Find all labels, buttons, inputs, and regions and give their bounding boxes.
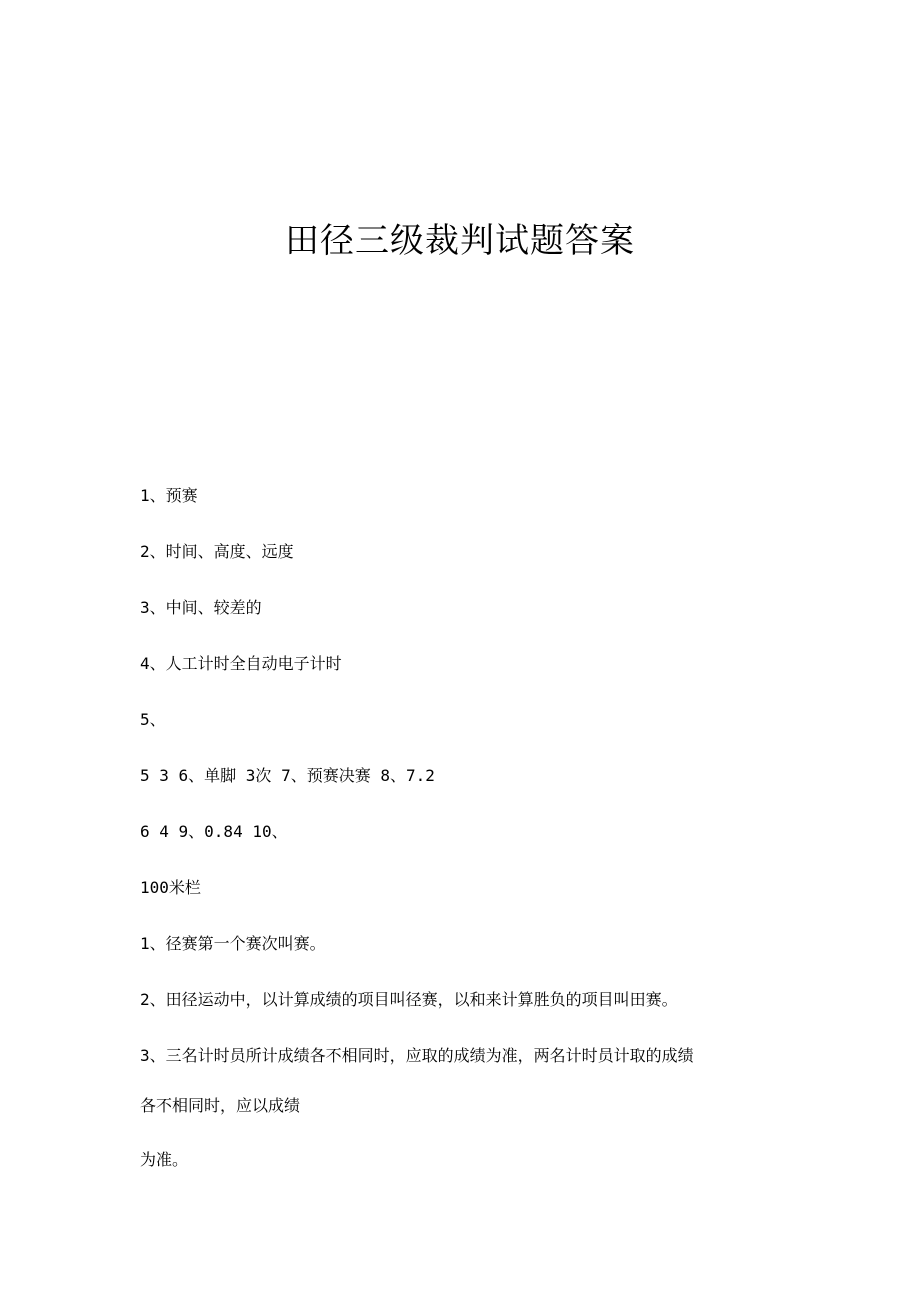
answer-line: 2、时间、高度、远度 bbox=[140, 542, 294, 561]
answer-line: 5、 bbox=[140, 710, 166, 729]
question-line: 2、田径运动中，以计算成绩的项目叫径赛，以和来计算胜负的项目叫田赛。 bbox=[140, 990, 678, 1009]
document-title: 田径三级裁判试题答案 bbox=[285, 221, 635, 261]
answer-line: 3、中间、较差的 bbox=[140, 598, 262, 617]
question-line: 3、三名计时员所计成绩各不相同时，应取的成绩为准，两名计时员计取的成绩 bbox=[140, 1046, 694, 1065]
answer-line: 1、预赛 bbox=[140, 486, 198, 505]
answer-line: 100米栏 bbox=[140, 878, 201, 897]
answer-line: 5 3 6、单脚 3次 7、预赛决赛 8、7.2 bbox=[140, 766, 435, 785]
answer-line: 4、人工计时全自动电子计时 bbox=[140, 654, 342, 673]
answer-line: 6 4 9、0.84 10、 bbox=[140, 822, 288, 841]
question-line: 各不相同时，应以成绩 bbox=[140, 1096, 301, 1115]
question-line: 1、径赛第一个赛次叫赛。 bbox=[140, 934, 326, 953]
question-line: 为准。 bbox=[140, 1150, 189, 1169]
